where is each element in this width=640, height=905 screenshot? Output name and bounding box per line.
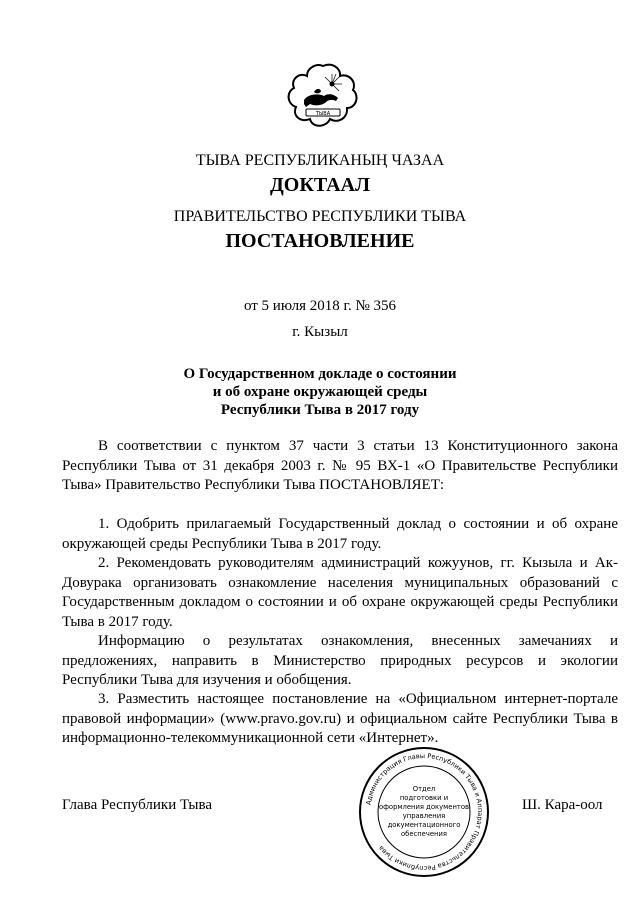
decree-title-line: Республики Тыва в 2017 году: [220, 402, 420, 418]
header-line-government: ПРАВИТЕЛЬСТВО РЕСПУБЛИКИ ТЫВА: [173, 208, 467, 225]
paragraph-info: Информацию о результатах ознакомления, внесенных замечаниях и предложениях, направить в Министерство природных ресурсов и экологии Республики Тыва для изучения и обобщения.: [62, 633, 618, 688]
stamp-ring-text: Администрация Главы Республики Тыва и Аппарат Правительства Республики Тыва: [364, 751, 485, 873]
signature-position: Глава Республики Тыва: [62, 797, 213, 813]
decree-city: г. Кызыл: [292, 324, 348, 340]
decree-date-number: от 5 июля 2018 г. № 356: [243, 298, 397, 314]
decree-title: [0, 365, 640, 419]
signature-name: Ш. Кара-оол: [522, 797, 603, 813]
official-stamp: [357, 745, 491, 879]
paragraph-item-2: 2. Рекомендовать руководителям администраций кожуунов, гг. Кызыла и Ак-Довурака организовать ознакомление населения муниципальных образований с Государственным докладом о состоянии и об охране окружающей среды Республики Тыва в 2017 году.: [62, 555, 618, 630]
paragraph-item-1: 1. Одобрить прилагаемый Государственный доклад о состоянии и об охране окружающей среды Республики Тыва в 2017 году.: [62, 516, 618, 552]
header-line-tuvan: ТЫВА РЕСПУБЛИКАНЫҢ ЧАЗАА: [195, 152, 445, 169]
stamp-center-line: оформления документов: [378, 803, 470, 811]
stamp-center-line: подготовки и: [399, 794, 449, 802]
tuva-emblem-icon: [286, 60, 360, 134]
stamp-center-line: обеспечения: [400, 830, 448, 838]
header-postanovlenie: ПОСТАНОВЛЕНИЕ: [225, 230, 415, 252]
emblem-ribbon-text: ТЫВА: [315, 111, 331, 117]
paragraph-item-3: 3. Разместить настоящее постановление на «Официальном интернет-портале правовой информации» (www.pravo.gov.ru) и официальном сайте Республики Тыва в информационно-телекоммуникационной сети «Интернет».: [62, 691, 618, 746]
decree-title-line: О Государственном докладе о состоянии: [183, 366, 457, 382]
decree-title-line: и об охране окружающей среды: [212, 384, 428, 400]
stamp-center-line: управления: [402, 812, 446, 820]
stamp-center-line: документационного: [387, 821, 461, 829]
stamp-center-line: Отдел: [412, 785, 436, 793]
header-doktaal: ДОКТААЛ: [270, 174, 370, 196]
paragraph-preamble: В соответствии с пунктом 37 части 3 статьи 13 Конституционного закона Республики Тыва от 31 декабря 2003 г. № 95 ВХ-1 «О Правительстве Республики Тыва» Правительство Республики Тыва ПОСТАНОВЛЯЕТ:: [62, 438, 618, 493]
